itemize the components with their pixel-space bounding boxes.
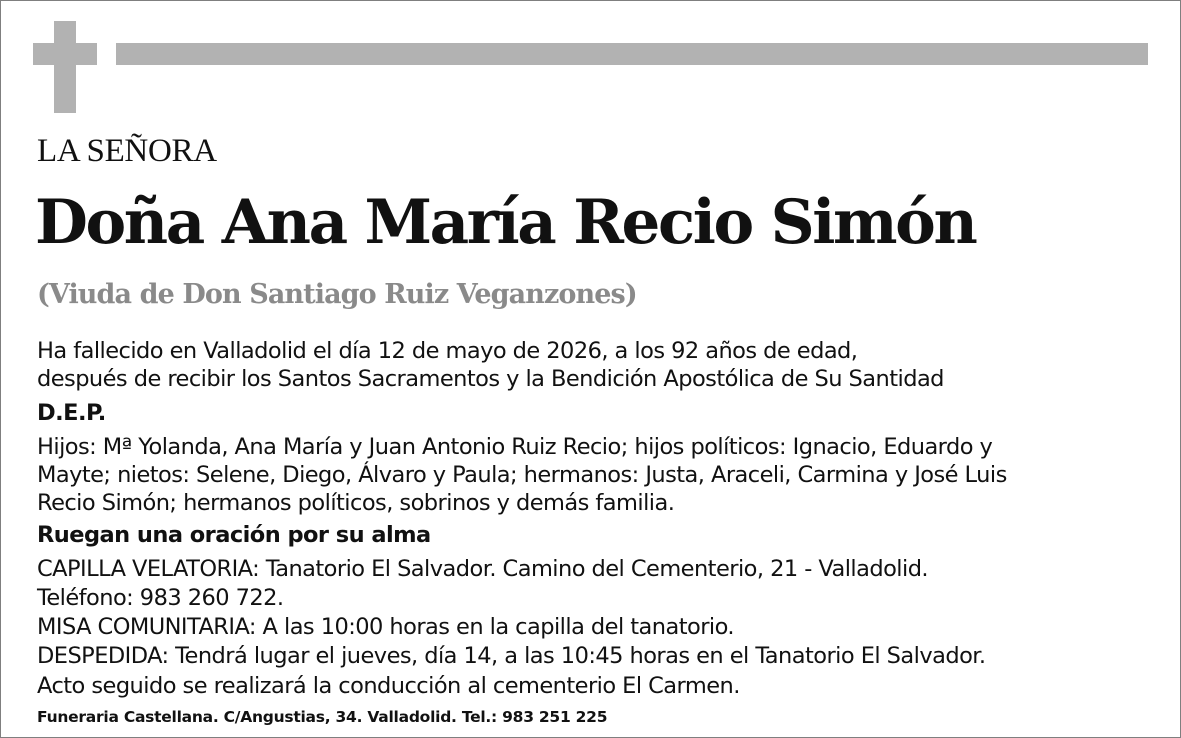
family-line-1: Hijos: Mª Yolanda, Ana María y Juan Antonio Ruiz Recio; hijos políticos: Ignacio, Eduardo y: [37, 434, 993, 460]
header-rule: [116, 43, 1148, 65]
cross-icon-horizontal: [33, 43, 97, 65]
deceased-name: Doña Ana María Recio Simón: [35, 187, 976, 258]
widow-of-line: (Viuda de Don Santiago Ruiz Veganzones): [37, 279, 637, 310]
funeral-home-footer: Funeraria Castellana. C/Angustias, 34. Valladolid. Tel.: 983 251 225: [37, 708, 608, 726]
chapel-line-2: Teléfono: 983 260 722.: [37, 585, 284, 611]
cross-icon-vertical: [54, 21, 76, 113]
dep-heading: D.E.P.: [37, 400, 106, 426]
honorific: LA SEÑORA: [37, 133, 217, 169]
chapel-line-1: CAPILLA VELATORIA: Tanatorio El Salvador. Camino del Cementerio, 21 - Valladolid.: [37, 556, 929, 582]
farewell-info: DESPEDIDA: Tendrá lugar el jueves, día 14, a las 10:45 horas en el Tanatorio El Salvador.: [37, 643, 986, 669]
death-line-2: después de recibir los Santos Sacramentos y la Bendición Apostólica de Su Santidad: [37, 366, 944, 392]
family-line-3: Recio Simón; hermanos políticos, sobrinos y demás familia.: [37, 490, 675, 516]
prayer-request: Ruegan una oración por su alma: [37, 522, 431, 548]
death-line-1: Ha fallecido en Valladolid el día 12 de mayo de 2026, a los 92 años de edad,: [37, 338, 858, 364]
mass-info: MISA COMUNITARIA: A las 10:00 horas en la capilla del tanatorio.: [37, 614, 735, 640]
procession-info: Acto seguido se realizará la conducción al cementerio El Carmen.: [37, 673, 740, 699]
family-line-2: Mayte; nietos: Selene, Diego, Álvaro y Paula; hermanos: Justa, Araceli, Carmina y José Luis: [37, 462, 1007, 488]
